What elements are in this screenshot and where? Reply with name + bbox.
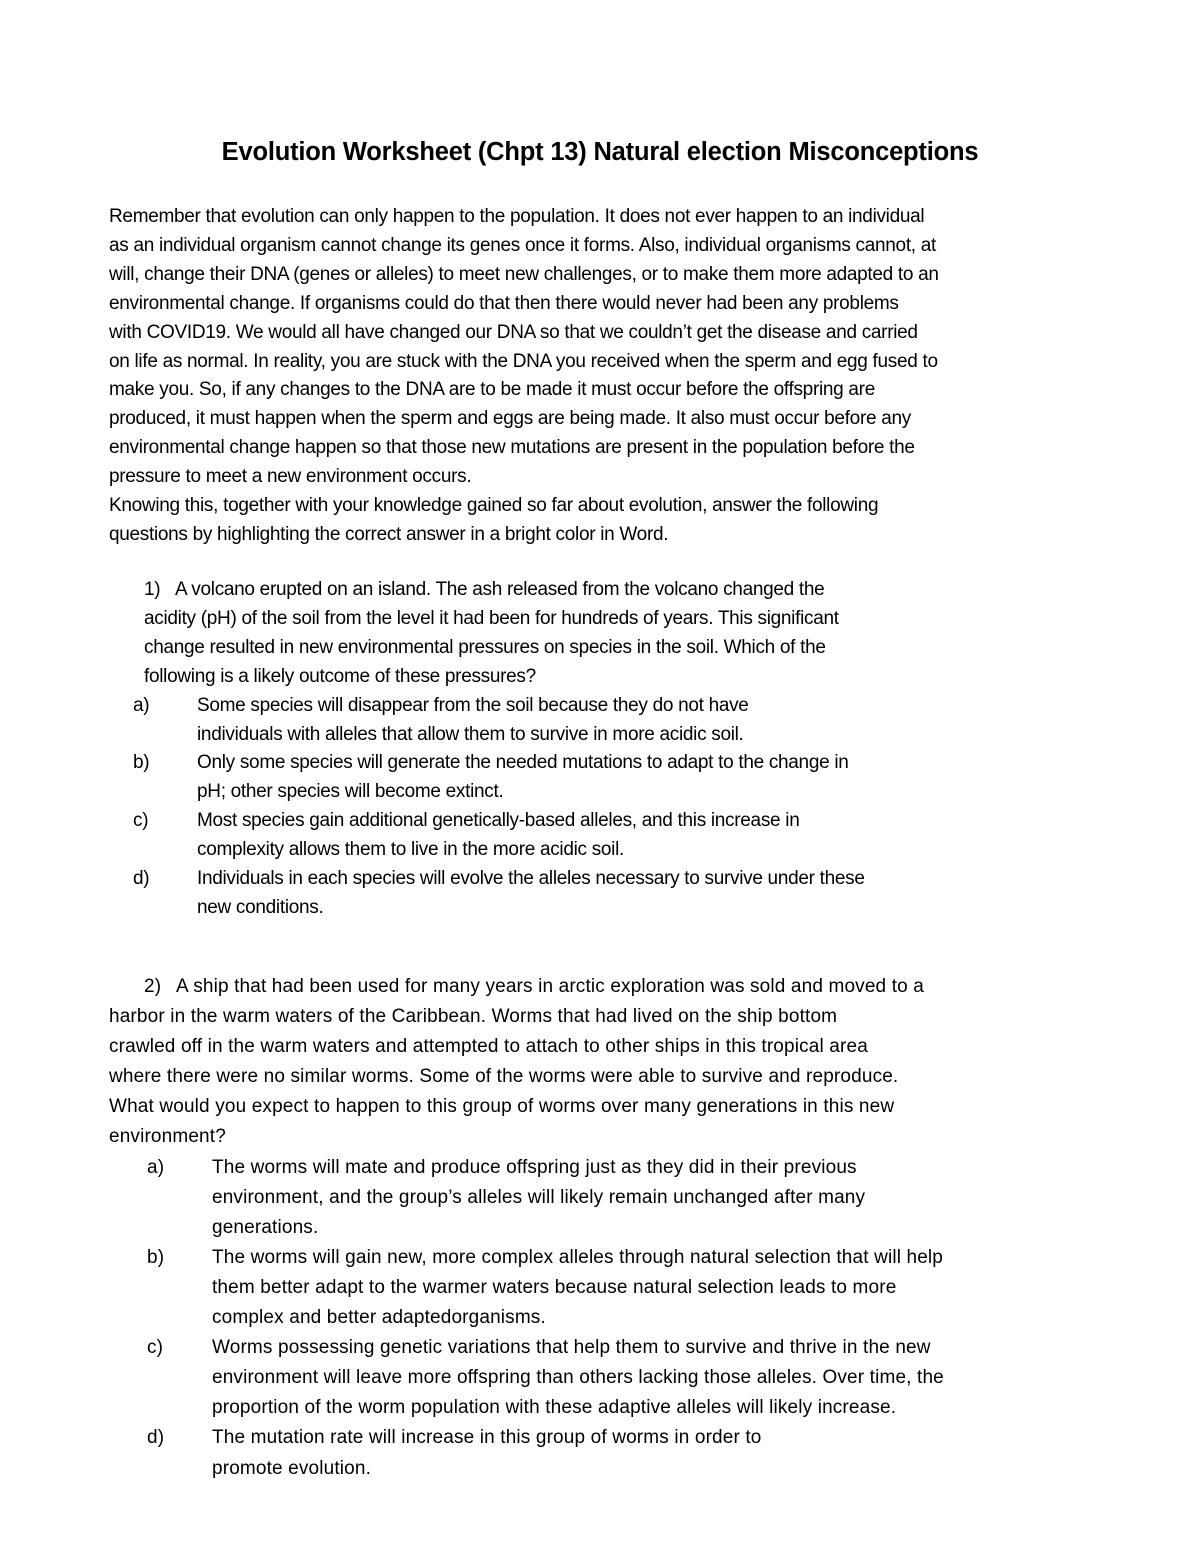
intro-line: on life as normal. In reality, you are stuck with the DNA you received when the sperm and egg fused to [109,350,938,372]
option-line: Individuals in each species will evolve the alleles necessary to survive under these [197,868,865,890]
option-letter: d) [147,1427,165,1449]
question-2-stem-line: crawled off in the warm waters and attempted to attach to other ships in this tropical area [109,1036,868,1058]
question-2-stem-line: What would you expect to happen to this group of worms over many generations in this new [109,1096,895,1118]
question-1-stem-line: acidity (pH) of the soil from the level it had been for hundreds of years. This significant [144,607,839,629]
option-line: The worms will gain new, more complex alleles through natural selection that will help [212,1246,944,1268]
question-2-option-b[interactable] [109,1243,1099,1333]
option-line: Only some species will generate the needed mutations to adapt to the change in [197,752,849,774]
question-2-stem-line: where there were no similar worms. Some of the worms were able to survive and reproduce. [109,1066,899,1088]
intro-line: make you. So, if any changes to the DNA are to be made it must occur before the offspring are [109,379,875,401]
option-line: promote evolution. [212,1457,372,1479]
option-line: complexity allows them to live in the more acidic soil. [197,839,625,861]
question-2-option-a[interactable] [109,1153,1099,1243]
option-line: new conditions. [197,896,324,918]
question-2-stem-text: A ship that had been used for many years in arctic exploration was sold and moved to a [176,976,924,997]
option-letter: b) [133,752,150,774]
option-line: them better adapt to the warmer waters because natural selection leads to more [212,1276,897,1298]
intro-line: as an individual organism cannot change its genes once it forms. Also, individual organisms cannot, at [109,234,936,256]
option-letter: b) [147,1246,165,1268]
option-letter: c) [133,810,149,832]
option-line: The worms will mate and produce offspring just as they did in their previous [212,1156,857,1178]
option-letter: a) [133,694,150,716]
option-line: generations. [212,1216,319,1238]
intro-line: produced, it must happen when the sperm and eggs are being made. It also must occur before any [109,408,911,430]
option-line: Some species will disappear from the soil because they do not have [197,694,749,716]
intro-line: questions by highlighting the correct answer in a bright color in Word. [109,523,669,545]
option-line: individuals with alleles that allow them to survive in more acidic soil. [197,723,744,745]
option-line: pH; other species will become extinct. [197,781,504,803]
option-line: environment will leave more offspring than others lacking those alleles. Over time, the [212,1367,944,1389]
question-1-stem [109,576,1009,692]
option-letter: c) [147,1337,164,1359]
question-1-option-d[interactable] [109,865,1009,923]
question-1-option-c[interactable] [109,807,1009,865]
intro-line: with COVID19. We would all have changed our DNA so that we couldn’t get the disease and carried [109,321,918,343]
intro-line: will, change their DNA (genes or alleles) to meet new challenges, or to make them more adapted to an [109,263,939,285]
question-1-stem-line: change resulted in new environmental pressures on species in the soil. Which of the [144,636,826,658]
question-2-stem-line: environment? [109,1126,226,1148]
question-2-option-d[interactable] [109,1423,1099,1483]
option-line: The mutation rate will increase in this group of worms in order to [212,1427,762,1449]
intro-line: Knowing this, together with your knowledge gained so far about evolution, answer the following [109,495,879,517]
intro-line: environmental change happen so that those new mutations are present in the population before the [109,437,915,459]
question-2-stem [109,972,1099,1153]
question-1-option-a[interactable] [109,692,1009,750]
question-1-stem-text: A volcano erupted on an island. The ash released from the volcano changed the [175,579,825,600]
option-line: Most species gain additional genetically-based alleles, and this increase in [197,810,800,832]
page-title: Evolution Worksheet (Chpt 13) Natural election Misconceptions [221,138,979,166]
option-letter: a) [147,1156,165,1178]
intro-line: pressure to meet a new environment occurs. [109,466,472,488]
question-2-number: 2) [144,976,162,997]
question-1-option-b[interactable] [109,749,1009,807]
option-letter: d) [133,868,150,890]
option-line: proportion of the worm population with these adaptive alleles will likely increase. [212,1397,897,1419]
option-line: Worms possessing genetic variations that help them to survive and thrive in the new [212,1337,931,1359]
question-2-stem-line: harbor in the warm waters of the Caribbean. Worms that had lived on the ship bottom [109,1006,838,1028]
question-1-stem-line: following is a likely outcome of these pressures? [144,665,536,687]
question-2 [109,972,1099,1484]
question-1-number: 1) [144,579,161,600]
question-2-stem-line [109,972,1099,1002]
option-line: complex and better adaptedorganisms. [212,1307,546,1329]
question-1-stem-line [109,576,1009,605]
question-1 [109,576,1009,923]
intro-paragraph [109,203,1099,550]
intro-line: environmental change. If organisms could do that then there would never had been any problems [109,292,899,314]
intro-line: Remember that evolution can only happen to the population. It does not ever happen to an individual [109,206,925,227]
question-2-option-c[interactable] [109,1333,1099,1423]
option-line: environment, and the group’s alleles will likely remain unchanged after many [212,1186,866,1208]
